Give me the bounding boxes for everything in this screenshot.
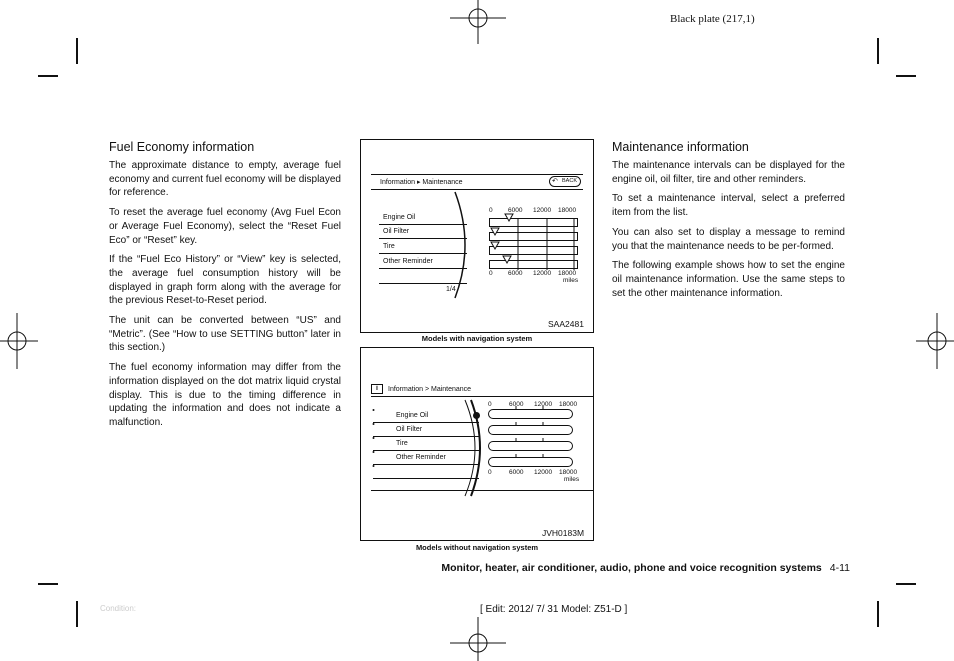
list-item-oil-filter[interactable]: Oil Filter [396,426,423,433]
scale-label: 6000 [508,207,523,214]
bar-ticks [488,406,574,471]
list-item-other-reminder[interactable]: Other Reminder [383,258,433,265]
list-item-other-reminder[interactable]: Other Reminder [396,454,446,461]
header-divider [371,189,583,190]
figure-code: JVH0183M [542,528,585,538]
scale-label: 12000 [533,270,552,277]
page-footer [380,562,850,574]
figure-caption: Models without navigation system [415,543,539,552]
scale-label: 6000 [509,469,524,476]
scale-label: 6000 [509,401,524,408]
paragraph: The fuel economy information may differ from the information displayed on the dot matrix liquid crystal display. This is due to the timing difference in updating the information and does not indicate a malfunction. [109,362,341,428]
figure-nav-screen [360,139,594,333]
scale-label: 0 [489,207,493,214]
registration-mark-top [450,0,506,44]
list-item-oil-filter[interactable]: Oil Filter [383,228,410,235]
section-title: Maintenance information [612,140,749,154]
condition-label: Condition: [100,604,137,613]
list-item-engine-oil[interactable]: Engine Oil [396,412,429,419]
scale-label: 18000 [559,469,578,476]
screen-header: Information ▸ Maintenance [380,179,463,186]
registration-mark-right [916,313,954,369]
paragraph: To reset the average fuel economy (Avg Fuel Econ or Average Fuel Economy), select the “Reset Fuel Eco” or “Reset” key. [109,207,341,246]
unit-label: miles [563,277,579,284]
paragraph: To set a maintenance interval, select a preferred item from the list. [612,193,845,219]
selected-dot-icon [473,412,480,419]
fuel-economy-section [109,140,341,436]
list-item-tire[interactable]: Tire [383,243,395,250]
bar-ticks [489,212,579,272]
page-number: 4-11 [829,562,850,574]
paragraph: The maintenance intervals can be displayed for the engine oil, oil filter, tire and other reminders. [612,160,845,185]
back-arrow-icon: ↶ [552,178,558,185]
header-divider [371,174,583,175]
unit-label: miles [564,476,580,483]
scale-label: 12000 [533,207,552,214]
back-button[interactable]: ↶ BACK [549,176,581,187]
maintenance-section [612,140,845,306]
paragraph: The following example shows how to set the engine oil maintenance information. Use the same steps to set the other maintenance information. [612,260,845,299]
paragraph: The unit can be converted between “US” and “Metric”. (See “How to use SETTING button” later in this section.) [109,315,341,354]
figure-caption: Models with navigation system [421,334,533,343]
footer-title: Monitor, heater, air conditioner, audio, phone and voice recognition systems [441,562,822,574]
paragraph: If the “Fuel Eco History” or “View” key is selected, the average fuel consumption history will be displayed in graph form along with the average for the previous Reset-to-Reset period. [109,254,341,307]
registration-mark-bottom [450,617,506,661]
list-item-engine-oil[interactable]: Engine Oil [383,214,416,221]
header-divider [371,396,593,397]
info-icon: i [371,384,383,394]
figure-code: SAA2481 [548,319,584,329]
screen-header: Information > Maintenance [388,386,472,393]
scale-label: 6000 [508,270,523,277]
edit-info: [ Edit: 2012/ 7/ 31 Model: Z51-D ] [480,604,628,615]
scale-label: 18000 [559,401,578,408]
scale-label: 0 [489,270,493,277]
list-item-tire[interactable]: Tire [396,440,408,447]
plate-label: Black plate (217,1) [670,13,755,25]
scale-label: 0 [488,401,492,408]
registration-mark-left [0,313,38,369]
scale-label: 12000 [534,401,553,408]
scale-label: 12000 [534,469,553,476]
scroll-track[interactable] [371,398,376,488]
section-title: Fuel Economy information [109,140,255,154]
scale-label: 0 [488,469,492,476]
paragraph: The approximate distance to empty, average fuel economy and current fuel economy will be displayed for reference. [109,160,341,199]
scale-label: 18000 [558,207,577,214]
figure-no-nav-screen [360,347,594,541]
page-indicator: 1/4 [446,286,456,293]
paragraph: You can also set to display a message to remind you that the maintenance needs to be per-formed. [612,226,845,252]
scale-label: 18000 [558,270,577,277]
